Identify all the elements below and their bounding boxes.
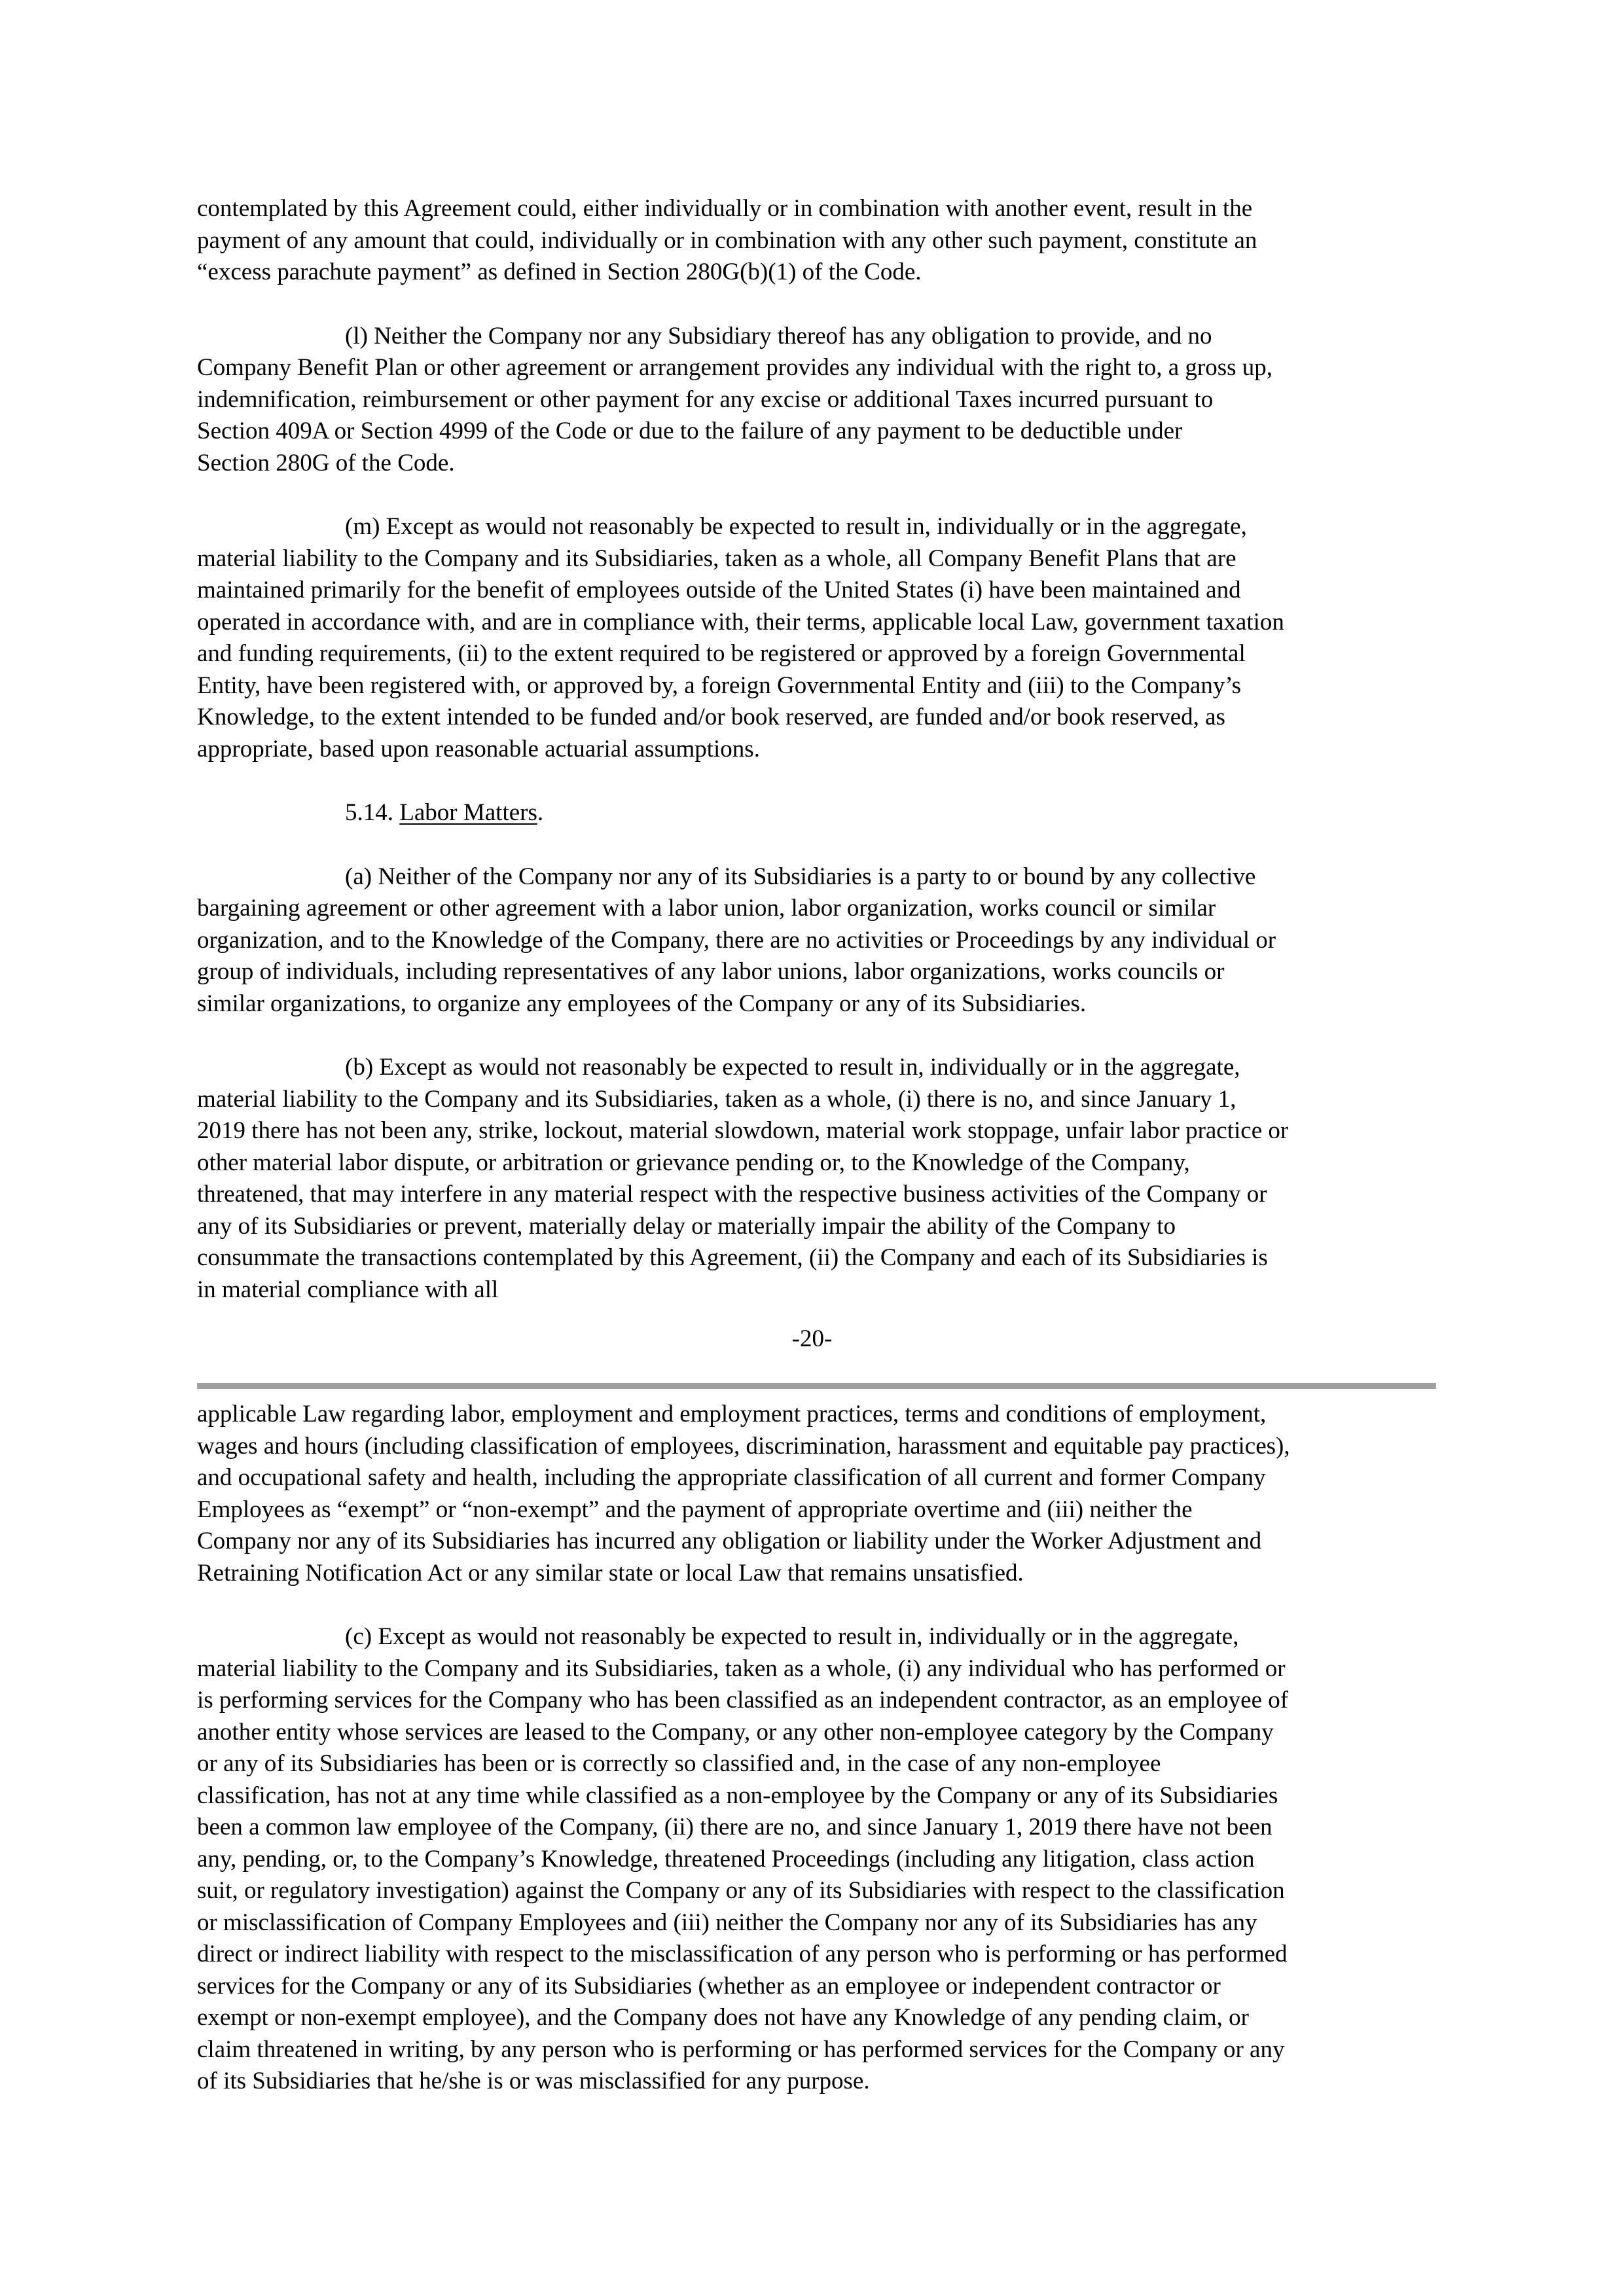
text-line: or any of its Subsidiaries has been or is correctly so classified and, in the case of any non-employee bbox=[197, 1750, 1161, 1777]
text-line: another entity whose services are leased to the Company, or any other non-employee category by the Company bbox=[197, 1718, 1274, 1746]
paragraph-c bbox=[197, 1621, 1441, 2098]
page-top-section bbox=[197, 193, 1441, 1306]
text-line: bargaining agreement or other agreement with a labor union, labor organization, works council or similar bbox=[197, 895, 1216, 922]
text-line: organization, and to the Knowledge of the Company, there are no activities or Proceedings by any individual or bbox=[197, 926, 1276, 954]
page-break-divider bbox=[197, 1383, 1436, 1389]
text-line: exempt or non-exempt employee), and the Company does not have any Knowledge of any pending claim, or bbox=[197, 2004, 1249, 2031]
text-line: wages and hours (including classification of employees, discrimination, harassment and equitable pay practices), bbox=[197, 1432, 1290, 1460]
text-line: any of its Subsidiaries or prevent, materially delay or materially impair the ability of the Company to bbox=[197, 1212, 1176, 1240]
text-line: services for the Company or any of its Subsidiaries (whether as an employee or independent contractor or bbox=[197, 1972, 1221, 2000]
text-line: payment of any amount that could, individually or in combination with any other such payment, constitute an bbox=[197, 226, 1257, 254]
text-line: or misclassification of Company Employees and (iii) neither the Company nor any of its Subsidiaries has any bbox=[197, 1909, 1257, 1936]
text-line: (a) Neither of the Company nor any of its Subsidiaries is a party to or bound by any collective bbox=[345, 863, 1256, 890]
paragraph-a bbox=[197, 861, 1441, 1020]
text-line: 2019 there has not been any, strike, lockout, material slowdown, material work stoppage, unfair labor practice or bbox=[197, 1117, 1289, 1144]
text-line: and funding requirements, (ii) to the extent required to be registered or approved by a foreign Governmental bbox=[197, 640, 1246, 667]
paragraph-l bbox=[197, 321, 1441, 480]
paragraph-intro-continued bbox=[197, 193, 1441, 289]
page-bottom-section bbox=[197, 1399, 1441, 2098]
text-line: appropriate, based upon reasonable actuarial assumptions. bbox=[197, 735, 760, 762]
text-line: “excess parachute payment” as defined in Section 280G(b)(1) of the Code. bbox=[197, 259, 922, 285]
text-line: is performing services for the Company who has been classified as an independent contractor, as an employee of bbox=[197, 1687, 1289, 1713]
text-line: Entity, have been registered with, or approved by, a foreign Governmental Entity and (iii) to the Company’s bbox=[197, 672, 1242, 699]
text-line: material liability to the Company and its Subsidiaries, taken as a whole, all Company Benefit Plans that are bbox=[197, 545, 1236, 572]
text-line: maintained primarily for the benefit of employees outside of the United States (i) have been maintained and bbox=[197, 577, 1241, 603]
text-line: any, pending, or, to the Company’s Knowledge, threatened Proceedings (including any litigation, class action bbox=[197, 1845, 1255, 1873]
text-line: indemnification, reimbursement or other payment for any excise or additional Taxes incurred pursuant to bbox=[197, 386, 1214, 413]
text-line: Company nor any of its Subsidiaries has incurred any obligation or liability under the Worker Adjustment and bbox=[197, 1528, 1262, 1554]
text-line: Knowledge, to the extent intended to be funded and/or book reserved, are funded and/or book reserved, as bbox=[197, 704, 1225, 730]
text-line: other material labor dispute, or arbitration or grievance pending or, to the Knowledge of the Company, bbox=[197, 1149, 1190, 1176]
text-line: classification, has not at any time while classified as a non-employee by the Company or any of its Subsidiaries bbox=[197, 1782, 1278, 1809]
text-line: Retraining Notification Act or any similar state or local Law that remains unsatisfied. bbox=[197, 1559, 1024, 1587]
section-heading-labor-matters bbox=[197, 797, 1441, 829]
section-title: Labor Matters bbox=[399, 799, 537, 826]
text-line: direct or indirect liability with respect to the misclassification of any person who is performing or has performed bbox=[197, 1941, 1288, 1967]
text-line: and occupational safety and health, including the appropriate classification of all current and former Company bbox=[197, 1464, 1266, 1491]
text-line: threatened, that may interfere in any material respect with the respective business activities of the Company or bbox=[197, 1181, 1267, 1208]
text-line: (b) Except as would not reasonably be expected to result in, individually or in the aggregate, bbox=[345, 1054, 1240, 1081]
text-line: been a common law employee of the Company, (ii) there are no, and since January 1, 2019 there have not been bbox=[197, 1814, 1272, 1840]
text-line: Company Benefit Plan or other agreement or arrangement provides any individual with the right to, a gross up, bbox=[197, 354, 1273, 381]
text-line: material liability to the Company and its Subsidiaries, taken as a whole, (i) there is no, and since January 1, bbox=[197, 1085, 1236, 1113]
text-line: applicable Law regarding labor, employment and employment practices, terms and conditions of employment, bbox=[197, 1401, 1267, 1427]
text-line: (m) Except as would not reasonably be expected to result in, individually or in the aggregate, bbox=[345, 513, 1247, 540]
text-line: operated in accordance with, and are in compliance with, their terms, applicable local Law, government taxation bbox=[197, 608, 1284, 636]
paragraph-b-continued bbox=[197, 1399, 1441, 1589]
text-line: Employees as “exempt” or “non-exempt” and the payment of appropriate overtime and (iii) neither the bbox=[197, 1496, 1193, 1523]
section-number: 5.14. bbox=[345, 799, 393, 826]
text-line: consummate the transactions contemplated by this Agreement, (ii) the Company and each of its Subsidiaries is bbox=[197, 1244, 1268, 1271]
text-line: material liability to the Company and its Subsidiaries, taken as a whole, (i) any individual who has performed or bbox=[197, 1655, 1286, 1682]
text-line: Section 409A or Section 4999 of the Code or due to the failure of any payment to be deductible under bbox=[197, 418, 1183, 444]
text-line: contemplated by this Agreement could, either individually or in combination with another event, result in the bbox=[197, 195, 1253, 222]
text-line: similar organizations, to organize any employees of the Company or any of its Subsidiaries. bbox=[197, 990, 1087, 1017]
text-line: group of individuals, including representatives of any labor unions, labor organizations, works councils or bbox=[197, 958, 1225, 985]
text-line: (c) Except as would not reasonably be expected to result in, individually or in the aggregate, bbox=[345, 1623, 1239, 1650]
text-line: suit, or regulatory investigation) against the Company or any of its Subsidiaries with respect to the classification bbox=[197, 1877, 1285, 1904]
text-line: (l) Neither the Company nor any Subsidiary thereof has any obligation to provide, and no bbox=[345, 322, 1212, 350]
section-title-period: . bbox=[537, 799, 544, 826]
page-number: -20- bbox=[791, 1325, 833, 1352]
text-line: in material compliance with all bbox=[197, 1276, 499, 1303]
text-line: of its Subsidiaries that he/she is or was misclassified for any purpose. bbox=[197, 2068, 870, 2094]
paragraph-b bbox=[197, 1052, 1441, 1306]
text-line: claim threatened in writing, by any person who is performing or has performed services for the Company or any bbox=[197, 2036, 1285, 2063]
paragraph-m bbox=[197, 511, 1441, 765]
text-line: Section 280G of the Code. bbox=[197, 449, 455, 476]
